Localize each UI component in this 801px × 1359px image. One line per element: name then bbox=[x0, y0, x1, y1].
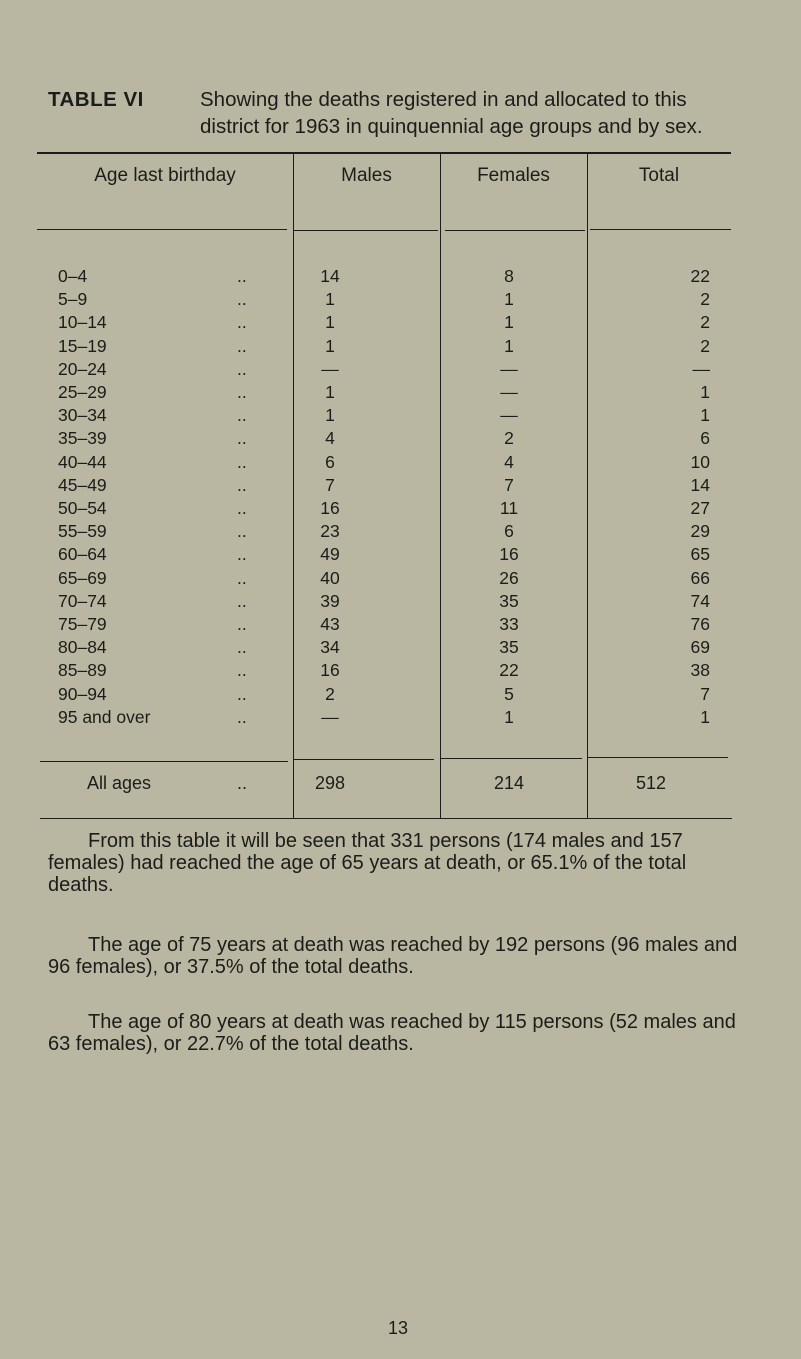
leader-dots: .. bbox=[237, 428, 247, 449]
age-cell: 20–24 bbox=[58, 358, 107, 379]
total-cell: 22 bbox=[690, 266, 710, 286]
age-cell: 65–69 bbox=[58, 567, 107, 588]
header-rule-males bbox=[293, 230, 438, 231]
age-cell: 10–14 bbox=[58, 312, 107, 333]
age-cell: 60–64 bbox=[58, 544, 107, 565]
leader-dots: .. bbox=[237, 382, 247, 402]
total-cell: 76 bbox=[690, 614, 710, 634]
table-row bbox=[0, 684, 801, 708]
age-cell: 85–89 bbox=[58, 660, 107, 681]
table-row bbox=[0, 289, 801, 313]
table-row bbox=[0, 568, 801, 592]
males-cell: — bbox=[321, 706, 339, 727]
leader-dots: .. bbox=[237, 614, 247, 634]
leader-dots: .. bbox=[237, 773, 248, 793]
males-cell: 16 bbox=[320, 660, 340, 681]
table-row bbox=[0, 498, 801, 522]
total-cell: 2 bbox=[700, 335, 710, 356]
totals-rule-males bbox=[294, 759, 434, 760]
males-cell: 1 bbox=[325, 312, 335, 333]
totals-rule-females bbox=[440, 758, 582, 759]
table-bottom-rule bbox=[40, 818, 732, 819]
leader-dots: .. bbox=[237, 706, 247, 727]
leader-dots: .. bbox=[237, 289, 247, 310]
total-cell: 69 bbox=[690, 637, 710, 658]
females-cell: 1 bbox=[504, 289, 514, 310]
males-cell: 23 bbox=[320, 521, 340, 542]
age-cell: 95 and over bbox=[58, 706, 151, 727]
header-females: Females bbox=[477, 165, 550, 186]
age-cell: 75–79 bbox=[58, 614, 107, 634]
males-cell: 6 bbox=[325, 451, 335, 472]
total-cell: 27 bbox=[690, 498, 710, 518]
caption-text: Showing the deaths registered in and allocated to this district for 1963 in quinquennial age groups and by sex. bbox=[200, 88, 703, 138]
total-cell: 1 bbox=[700, 706, 710, 727]
leader-dots: .. bbox=[237, 358, 247, 379]
females-cell: 4 bbox=[504, 451, 514, 472]
total-cell: 65 bbox=[690, 544, 710, 565]
leader-dots: .. bbox=[237, 474, 247, 495]
males-cell: 16 bbox=[320, 498, 340, 518]
table-caption bbox=[48, 86, 748, 140]
males-cell: 14 bbox=[320, 266, 340, 286]
table-row bbox=[0, 521, 801, 545]
age-cell: 5–9 bbox=[58, 289, 88, 310]
total-cell: — bbox=[692, 358, 710, 379]
paragraph-75-years: The age of 75 years at death was reached by 192 persons (96 males and 96 females), or 37.5% of the total deaths. bbox=[48, 934, 738, 978]
age-cell: 15–19 bbox=[58, 335, 107, 356]
total-cell: 29 bbox=[690, 521, 710, 542]
males-total: 298 bbox=[314, 773, 346, 793]
total-cell: 2 bbox=[700, 289, 710, 310]
totals-label: All ages bbox=[87, 773, 152, 793]
age-cell: 0–4 bbox=[58, 266, 88, 286]
leader-dots: .. bbox=[237, 521, 247, 542]
total-cell: 74 bbox=[690, 590, 710, 611]
females-cell: 6 bbox=[504, 521, 514, 542]
males-cell: 49 bbox=[320, 544, 340, 565]
leader-dots: .. bbox=[237, 660, 247, 681]
males-cell: 4 bbox=[325, 428, 335, 449]
males-cell: 43 bbox=[320, 614, 340, 634]
females-cell: 2 bbox=[504, 428, 514, 449]
paragraph-65-years: From this table it will be seen that 331 persons (174 males and 157 females) had reached the age of 65 years at death, or 65.1% of the total deaths. bbox=[48, 830, 687, 896]
table-row bbox=[0, 544, 801, 568]
leader-dots: .. bbox=[237, 312, 247, 333]
table-row bbox=[0, 405, 801, 429]
age-cell: 30–34 bbox=[58, 405, 107, 426]
total-cell: 1 bbox=[700, 405, 710, 426]
totals-rule-age bbox=[40, 761, 288, 762]
total-cell: 1 bbox=[700, 382, 710, 402]
males-cell: 1 bbox=[325, 382, 335, 402]
total-cell: 7 bbox=[700, 683, 710, 704]
age-cell: 90–94 bbox=[58, 683, 107, 704]
age-cell: 35–39 bbox=[58, 428, 107, 449]
leader-dots: .. bbox=[237, 335, 247, 356]
age-cell: 40–44 bbox=[58, 451, 107, 472]
age-cell: 50–54 bbox=[58, 498, 107, 518]
leader-dots: .. bbox=[237, 266, 247, 286]
leader-dots: .. bbox=[237, 451, 247, 472]
females-cell: 8 bbox=[504, 266, 514, 286]
females-cell: 11 bbox=[499, 498, 519, 518]
header-age: Age last birthday bbox=[94, 165, 236, 186]
males-cell: 2 bbox=[325, 683, 335, 704]
age-cell: 45–49 bbox=[58, 474, 107, 495]
males-cell: 40 bbox=[320, 567, 340, 588]
table-row bbox=[0, 707, 801, 731]
header-rule-total bbox=[590, 229, 731, 230]
paragraph-80-years: The age of 80 years at death was reached by 115 persons (52 males and 63 females), or 22.7% of the total deaths. bbox=[48, 1011, 736, 1055]
total-cell: 14 bbox=[690, 474, 710, 495]
total-cell: 6 bbox=[700, 428, 710, 449]
females-cell: — bbox=[500, 382, 518, 402]
females-cell: — bbox=[500, 358, 518, 379]
females-cell: 33 bbox=[499, 614, 519, 634]
females-cell: 1 bbox=[504, 312, 514, 333]
table-row bbox=[0, 336, 801, 360]
table-row bbox=[0, 312, 801, 336]
leader-dots: .. bbox=[237, 683, 247, 704]
males-cell: 1 bbox=[325, 289, 335, 310]
total-cell: 66 bbox=[690, 567, 710, 588]
males-cell: 7 bbox=[325, 474, 335, 495]
grand-total: 512 bbox=[635, 773, 667, 793]
table-row bbox=[0, 382, 801, 406]
totals-rule-total bbox=[588, 757, 728, 758]
leader-dots: .. bbox=[237, 590, 247, 611]
total-cell: 38 bbox=[690, 660, 710, 681]
table-row bbox=[0, 452, 801, 476]
age-cell: 25–29 bbox=[58, 382, 107, 402]
males-cell: — bbox=[321, 358, 339, 379]
table-row bbox=[0, 428, 801, 452]
females-cell: 1 bbox=[504, 335, 514, 356]
females-cell: 26 bbox=[499, 567, 519, 588]
leader-dots: .. bbox=[237, 405, 247, 426]
females-cell: 35 bbox=[499, 637, 519, 658]
females-total: 214 bbox=[493, 773, 525, 793]
table-row bbox=[0, 614, 801, 638]
table-row bbox=[0, 637, 801, 661]
table-row bbox=[0, 359, 801, 383]
total-cell: 10 bbox=[690, 451, 710, 472]
females-cell: 1 bbox=[504, 706, 514, 727]
females-cell: 22 bbox=[499, 660, 519, 681]
header-rule-females bbox=[445, 230, 585, 231]
table-label: TABLE VI bbox=[48, 88, 144, 111]
males-cell: 39 bbox=[320, 590, 340, 611]
table-top-rule bbox=[37, 152, 731, 154]
leader-dots: .. bbox=[237, 567, 247, 588]
header-males: Males bbox=[341, 165, 392, 186]
page-number: 13 bbox=[388, 1318, 409, 1338]
females-cell: 16 bbox=[499, 544, 519, 565]
males-cell: 1 bbox=[325, 335, 335, 356]
age-cell: 55–59 bbox=[58, 521, 107, 542]
leader-dots: .. bbox=[237, 544, 247, 565]
table-row bbox=[0, 475, 801, 499]
females-cell: — bbox=[500, 405, 518, 426]
header-rule-age bbox=[37, 229, 287, 230]
table-row bbox=[0, 660, 801, 684]
table-row bbox=[0, 266, 801, 290]
age-cell: 80–84 bbox=[58, 637, 107, 658]
females-cell: 35 bbox=[499, 590, 519, 611]
males-cell: 34 bbox=[320, 637, 340, 658]
age-cell: 70–74 bbox=[58, 590, 107, 611]
header-total: Total bbox=[638, 165, 680, 186]
females-cell: 7 bbox=[504, 474, 514, 495]
table-row bbox=[0, 591, 801, 615]
males-cell: 1 bbox=[325, 405, 335, 426]
total-cell: 2 bbox=[700, 312, 710, 333]
leader-dots: .. bbox=[237, 498, 247, 518]
leader-dots: .. bbox=[237, 637, 247, 658]
females-cell: 5 bbox=[504, 683, 514, 704]
